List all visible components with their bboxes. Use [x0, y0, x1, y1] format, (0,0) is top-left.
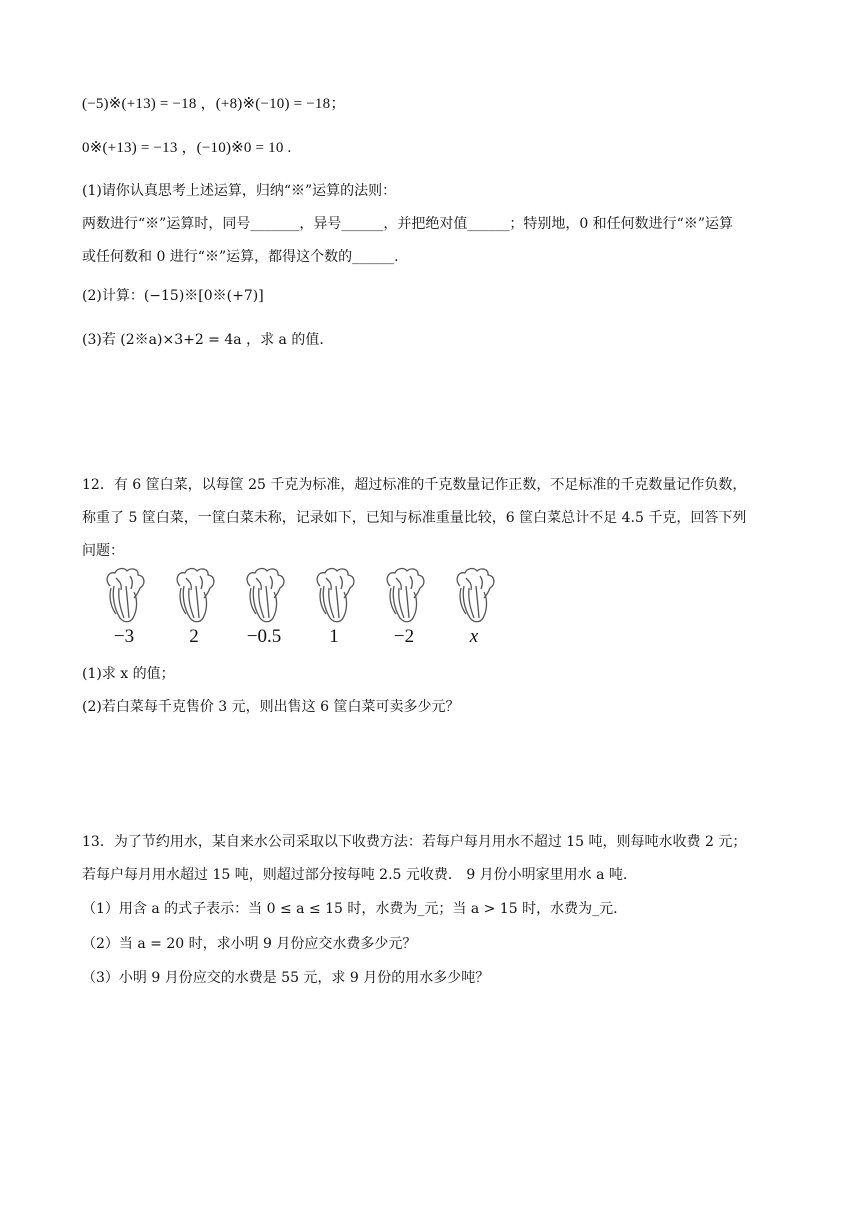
q13-part1: （1）用含 a 的式子表示：当 0 ≤ a ≤ 15 时，水费为_元；当 a > 15 时，水费为_元. [82, 901, 618, 917]
q11-part1-rule-line-1: 两数进行“※”运算时，同号_______，异号______，并把绝对值______；特别地，0 和任何数进行“※”运算 [82, 216, 733, 232]
q11-example-line-2: 0※(+13) = −13 ，(−10)※0 = 10 . [82, 140, 292, 156]
q12-stem-line-1: 12．有 6 筐白菜，以每筐 25 千克为标准，超过标准的千克数量记作正数，不足标准的千克数量记作负数， [82, 477, 747, 493]
cabbage-icon [376, 566, 432, 624]
q13-part2: （2）当 a = 20 时，求小明 9 月份应交水费多少元？ [82, 936, 417, 952]
cabbage-icon [236, 566, 292, 624]
q11-example-line-1: (−5)※(+13) = −18 ，(+8)※(−10) = −18； [82, 96, 346, 112]
cabbage-item [376, 566, 432, 648]
cabbage-icon [166, 566, 222, 624]
cabbage-icon [446, 566, 502, 624]
cabbage-item [446, 566, 502, 648]
cabbage-icon [306, 566, 362, 624]
cabbage-icon [96, 566, 152, 624]
q11-part2: (2)计算：(−15)※[0※(+7)] [82, 288, 264, 304]
q13-part3: （3）小明 9 月份应交的水费是 55 元，求 9 月份的用水多少吨？ [82, 970, 490, 986]
q12-stem-line-2: 称重了 5 筐白菜，一筐白菜未称，记录如下，已知与标准重量比较，6 筐白菜总计不足 4.5 千克，回答下列 [82, 510, 747, 526]
cabbage-value: −0.5 [246, 626, 282, 647]
q12-part1: (1)求 x 的值； [82, 666, 175, 682]
cabbage-value: x [469, 626, 479, 647]
q12-part2: (2)若白菜每千克售价 3 元，则出售这 6 筐白菜可卖多少元？ [82, 699, 460, 715]
cabbage-item [236, 566, 292, 648]
q11-part1-title: (1)请你认真思考上述运算，归纳“※”运算的法则： [82, 183, 397, 199]
cabbage-value: −2 [393, 626, 415, 647]
cabbage-value: 1 [329, 626, 339, 647]
cabbage-item [166, 566, 222, 648]
q11-part1-rule-line-2: 或任何数和 0 进行“※”运算，都得这个数的______. [82, 249, 399, 265]
q11-part3: (3)若 (2※a)×3+2 = 4a ，求 a 的值. [82, 332, 324, 348]
cabbage-value: −3 [113, 626, 135, 647]
q13-stem-line-2: 若每户每月用水超过 15 吨，则超过部分按每吨 2.5 元收费． 9 月份小明家里用水 a 吨. [82, 867, 628, 883]
cabbage-item [306, 566, 362, 648]
cabbage-value: 2 [189, 626, 199, 647]
q12-stem-line-3: 问题： [82, 543, 124, 559]
cabbage-row [96, 566, 516, 658]
q13-stem-line-1: 13．为了节约用水，某自来水公司采取以下收费方法：若每户每月用水不超过 15 吨，则每吨水收费 2 元； [82, 834, 747, 850]
cabbage-item [96, 566, 152, 648]
